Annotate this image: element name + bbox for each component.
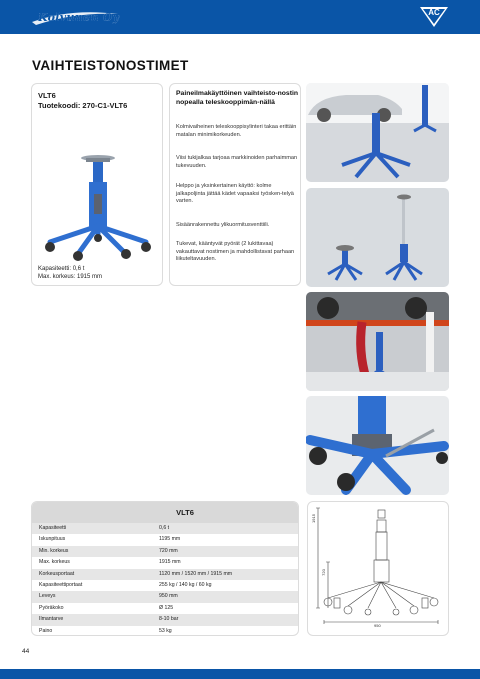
product-code: Tuotekoodi: 270-C1-VLT6 bbox=[38, 101, 128, 110]
table-row bbox=[32, 614, 298, 625]
car-jack-illustration bbox=[306, 83, 449, 182]
spec-value: 0,6 t bbox=[159, 525, 170, 531]
dimension-height: 1915 bbox=[310, 514, 316, 523]
photo-jack-closeup bbox=[306, 396, 449, 495]
spec-value: 8-10 bar bbox=[159, 616, 179, 623]
description-paragraph: Tukevat, kääntyvät pyörät (2 lukittavaa) vakauttavat nostimen ja mahdollistavat parhaan liikuteltavuuden. bbox=[176, 241, 295, 263]
photo-two-jacks bbox=[306, 188, 449, 287]
table-row bbox=[32, 626, 298, 636]
footer-bar bbox=[0, 669, 480, 679]
description-paragraph: Kolmivaiheinen teleskooppisylinteri takaa erittäin matalan minimikorkeuden. bbox=[176, 124, 297, 138]
page-number: 44 bbox=[22, 648, 30, 655]
table-row bbox=[32, 603, 298, 614]
dimension-min: 720 bbox=[320, 569, 326, 576]
product-card bbox=[31, 83, 163, 286]
table-row bbox=[32, 569, 298, 580]
max-height-line: Max. korkeus: 1915 mm bbox=[38, 274, 103, 280]
spec-value: Ø 125 bbox=[159, 604, 174, 611]
table-row bbox=[32, 580, 298, 591]
two-jacks-illustration bbox=[306, 188, 449, 287]
description-paragraph: Helppo ja yksinkertainen käyttö: kolme jalkapoljinta jättää kädet vapaaksi työsken-telyä varten. bbox=[176, 183, 294, 205]
spec-label: Leveys bbox=[39, 593, 56, 600]
product-model: VLT6 bbox=[38, 91, 56, 100]
product-heading bbox=[38, 91, 127, 111]
description-paragraph: Viisi tukijalkaa tarjoaa markkinoiden parhaimman tukevuuden. bbox=[176, 155, 298, 169]
table-row bbox=[32, 557, 298, 568]
spec-table bbox=[31, 501, 299, 636]
under-car-illustration bbox=[306, 292, 449, 391]
company-logo: Kolvunen Oy bbox=[38, 11, 120, 24]
spec-label: Pyöräkoko bbox=[39, 604, 64, 611]
page-title: VAIHTEISTONOSTIMET bbox=[32, 58, 189, 73]
capacity-line: Kapasiteetti: 0,6 t bbox=[38, 266, 85, 272]
spec-value: 1195 mm bbox=[159, 536, 181, 543]
product-photo-jack bbox=[38, 154, 158, 262]
spec-value: 1915 mm bbox=[159, 559, 181, 566]
table-row bbox=[32, 591, 298, 602]
photo-under-car bbox=[306, 292, 449, 391]
spec-label: Max. korkeus bbox=[39, 559, 70, 566]
description-paragraph: Sisäänrakennettu ylikuormitusventtiili. bbox=[176, 222, 270, 228]
spec-table-body bbox=[32, 523, 298, 636]
description-card bbox=[169, 83, 301, 286]
table-row bbox=[32, 534, 298, 545]
spec-value: 720 mm bbox=[159, 547, 178, 554]
ac-badge-text: AC bbox=[428, 8, 440, 17]
spec-label: Paino bbox=[39, 627, 53, 634]
spec-label: Kapasiteettiportaat bbox=[39, 581, 83, 588]
jack-closeup-illustration bbox=[306, 396, 449, 495]
table-row bbox=[32, 523, 298, 534]
spec-table-heading: VLT6 bbox=[32, 502, 298, 523]
photo-car-workshop bbox=[306, 83, 449, 182]
spec-value: 950 mm bbox=[159, 593, 178, 600]
spec-label: Min. korkeus bbox=[39, 547, 69, 554]
spec-value: 53 kg bbox=[159, 627, 172, 634]
product-specs-brief bbox=[38, 265, 102, 281]
spec-value: 255 kg / 140 kg / 60 kg bbox=[159, 581, 212, 588]
spec-value: 1120 mm / 1520 mm / 1915 mm bbox=[159, 570, 233, 577]
table-row bbox=[32, 546, 298, 557]
spec-label: Korkeusportaat bbox=[39, 570, 75, 577]
dimension-width: 950 bbox=[374, 623, 381, 628]
description-heading: Paineilmakäyttöinen vaihteisto-nostin nopealla teleskooppimän-nällä bbox=[176, 90, 298, 106]
spec-label: Iskunpituus bbox=[39, 536, 66, 543]
spec-label: Kapasiteetti bbox=[39, 525, 67, 531]
spec-label: Ilmantarve bbox=[39, 616, 64, 623]
jack-dimension-drawing bbox=[308, 502, 449, 636]
technical-drawing bbox=[307, 501, 449, 636]
